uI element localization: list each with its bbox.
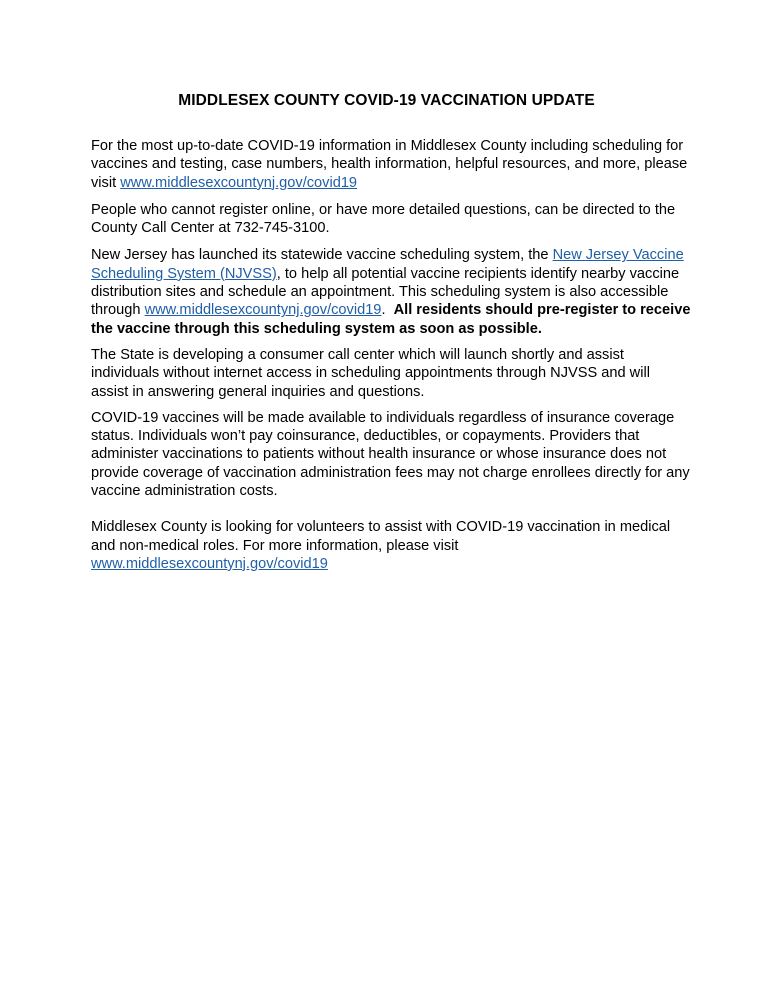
paragraph-call-center <box>91 201 691 238</box>
paragraph-info <box>91 137 691 192</box>
paragraph-info-text: For the most up-to-date COVID-19 information in Middlesex County including scheduling for vaccines and testing, case numbers, health information, helpful resources, and more, please visit <box>91 138 688 191</box>
paragraph-insurance-text: COVID-19 vaccines will be made available to individuals regardless of insurance coverage status. Individuals won’t pay coinsurance, deductibles, or copayments. Providers that administer vaccinations to patients without health insurance or whose insurance does not provide coverage of vaccination administration fees may not charge enrollees directly for any vaccine administration costs. <box>91 409 690 500</box>
paragraph-volunteers <box>91 518 691 573</box>
covid19-link[interactable]: www.middlesexcountynj.gov/covid19 <box>91 555 328 572</box>
njvss-link[interactable]: New Jersey Vaccine Scheduling System (NJVSS) <box>91 247 684 282</box>
paragraph-call-center-text: People who cannot register online, or have more detailed questions, can be directed to the County Call Center at 732-745-3100. <box>91 201 676 237</box>
paragraph-volunteers-text: Middlesex County is looking for volunteers to assist with COVID-19 vaccination in medical and non-medical roles. For more information, please visit <box>91 519 671 554</box>
paragraph-njvss-text-before: New Jersey has launched its statewide vaccine scheduling system, the <box>91 247 553 264</box>
paragraph-njvss <box>91 246 691 337</box>
covid19-link[interactable]: www.middlesexcountynj.gov/covid19 <box>120 174 358 191</box>
page-title: MIDDLESEX COUNTY COVID-19 VACCINATION UPDATE <box>178 92 595 109</box>
document-body <box>91 137 691 573</box>
paragraph-call-center-state-text: The State is developing a consumer call center which will launch shortly and assist individuals without internet access in scheduling appointments through NJVSS and will assist in answering general inquiries and questions. <box>91 346 650 400</box>
paragraph-insurance <box>91 409 691 500</box>
covid19-link[interactable]: www.middlesexcountynj.gov/covid19 <box>144 302 382 319</box>
paragraph-njvss-text-after: . <box>381 302 394 319</box>
pre-register-notice: All residents should pre-register to receive the vaccine through this scheduling system as soon as possible. <box>91 302 691 337</box>
paragraph-call-center-state <box>91 346 691 401</box>
paragraph-njvss-text-middle: , to help all potential vaccine recipients identify nearby vaccine distribution sites and schedule an appointment. This scheduling system is also accessible through <box>91 265 680 319</box>
